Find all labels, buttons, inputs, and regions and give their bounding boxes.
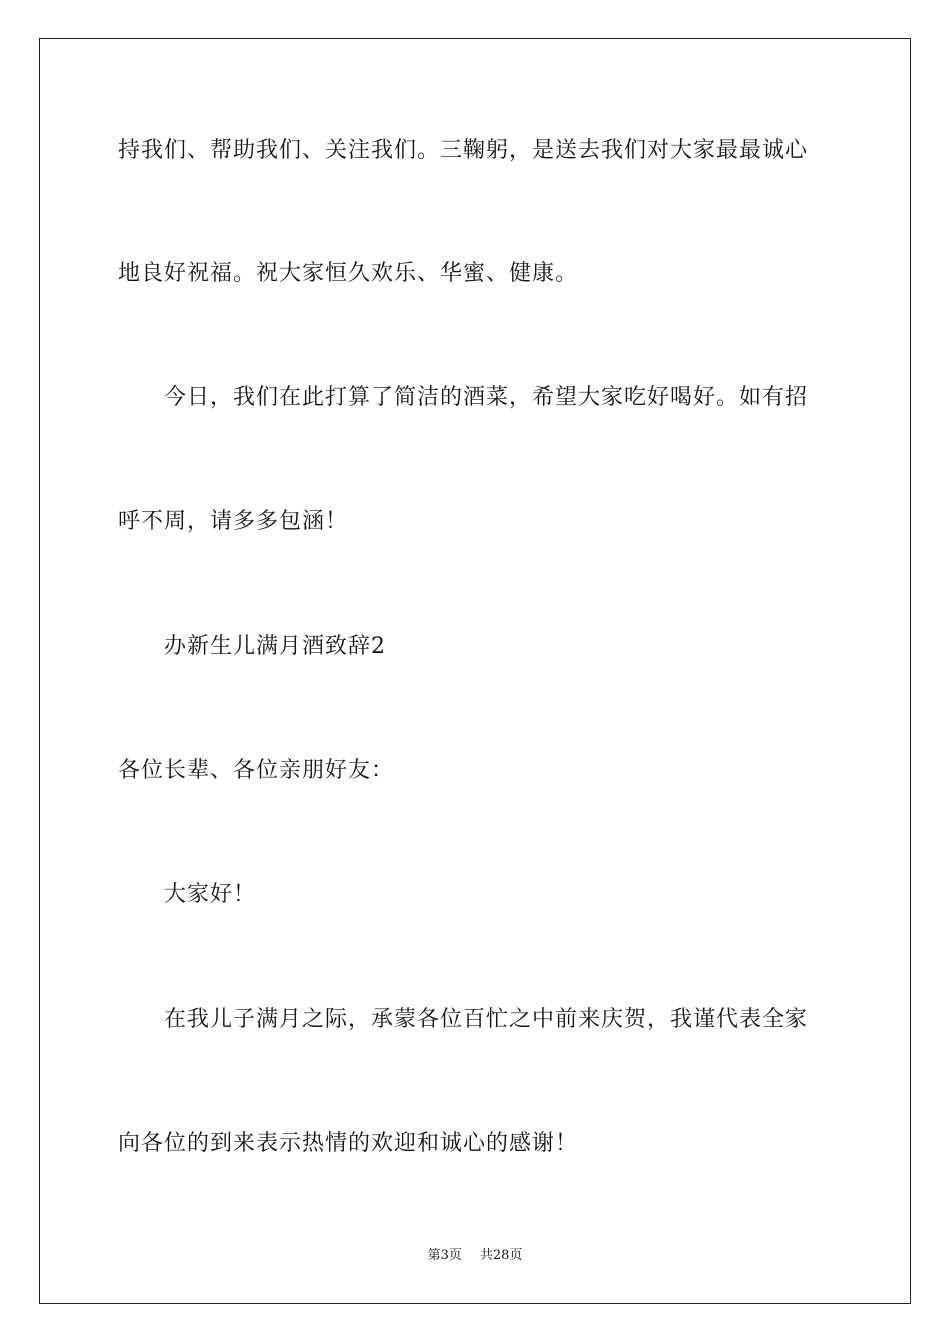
salutation: 各位长辈、各位亲朋好友： xyxy=(118,758,395,783)
greeting: 大家好！ xyxy=(164,882,257,907)
body-text-line: 在我儿子满月之际，承蒙各位百忙之中前来庆贺，我谨代表全家 xyxy=(164,1007,809,1032)
page-number: 第3页 xyxy=(427,1248,462,1263)
page-total: 共28页 xyxy=(479,1248,523,1263)
page-footer xyxy=(0,1247,950,1265)
section-heading: 办新生儿满月酒致辞2 xyxy=(164,634,386,659)
body-text-line: 地良好祝福。祝大家恒久欢乐、华蜜、健康。 xyxy=(118,261,579,286)
body-text-line: 向各位的到来表示热情的欢迎和诚心的感谢！ xyxy=(118,1131,579,1156)
body-text-line: 呼不周，请多多包涵！ xyxy=(118,509,349,534)
body-text-line: 持我们、帮助我们、关注我们。三鞠躬，是送去我们对大家最最诚心 xyxy=(118,138,809,163)
page-border xyxy=(39,38,911,1304)
body-text-line: 今日，我们在此打算了简洁的酒菜，希望大家吃好喝好。如有招 xyxy=(164,385,809,410)
